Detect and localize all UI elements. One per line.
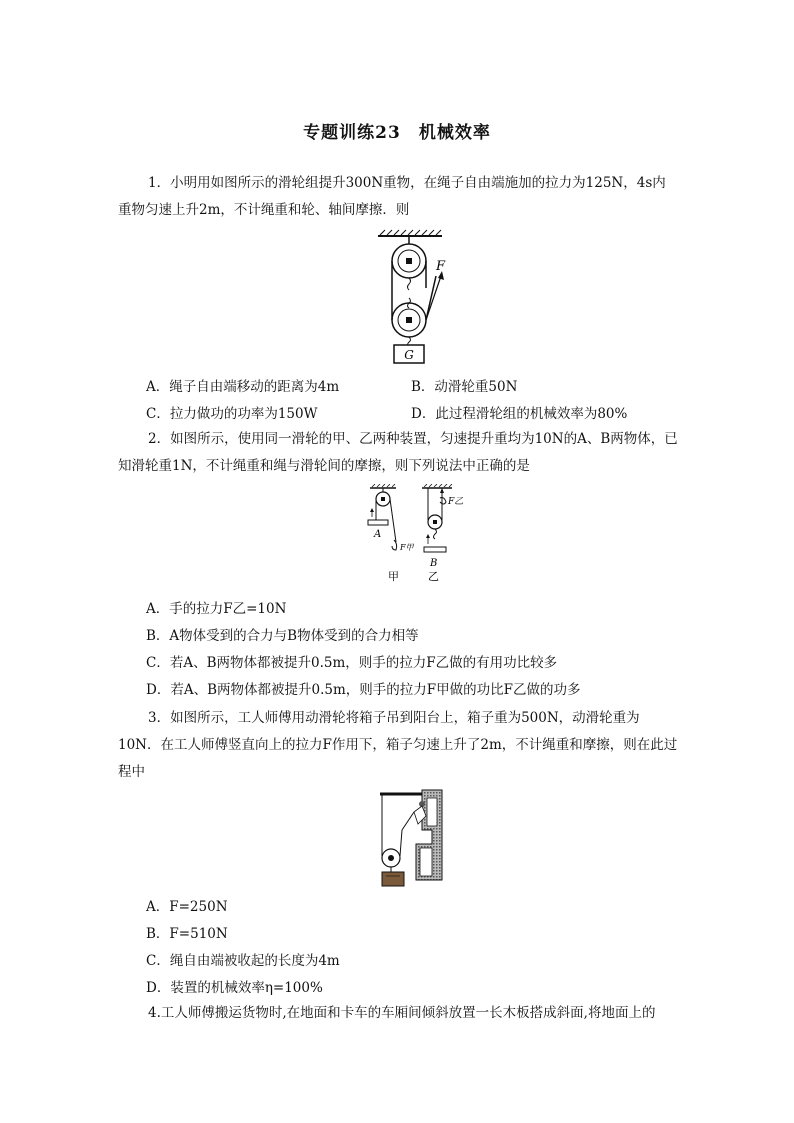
question-1-stem: 1．小明用如图所示的滑轮组提升300N重物，在绳子自由端施加的拉力为125N，4s内重物匀速上升2m，不计绳重和轮、轴间摩擦．则 [118, 175, 666, 218]
q1-option-a: A．绳子自由端移动的距离为4m [146, 379, 340, 395]
pulley-block-figure [370, 228, 460, 366]
object-label-a: A [374, 529, 382, 540]
force-label-f-jia: F甲 [400, 543, 414, 552]
weight-label-g: G [404, 348, 414, 362]
page-title: 专题训练23 机械效率 [303, 123, 491, 143]
object-label-b: B [430, 558, 438, 569]
question-2-stem: 2．如图所示，使用同一滑轮的甲、乙两种装置，匀速提升重均为10N的A、B两物体，已知滑轮重1N，不计绳重和绳与滑轮间的摩擦，则下列说法中正确的是 [118, 431, 678, 474]
setup-label-yi: 乙 [428, 570, 439, 583]
q2-option-d: D．若A、B两物体都被提升0.5m，则手的拉力F甲做的功比F乙做的功多 [146, 682, 581, 698]
force-label-f: F [436, 259, 446, 274]
q2-option-a: A．手的拉力F乙=10N [146, 601, 287, 617]
q3-option-a: A．F=250N [146, 899, 228, 915]
balcony-pulley-figure [376, 786, 446, 890]
q3-option-d: D．装置的机械效率η=100% [146, 980, 323, 996]
q2-option-b: B．A物体受到的合力与B物体受到的合力相等 [146, 628, 419, 644]
pulley-setups-figure [362, 484, 472, 586]
setup-label-jia: 甲 [388, 570, 399, 583]
q1-option-b: B．动滑轮重50N [411, 379, 518, 395]
q1-option-d: D．此过程滑轮组的机械效率为80% [411, 406, 628, 422]
q3-option-c: C．绳自由端被收起的长度为4m [146, 953, 340, 969]
q1-option-c: C．拉力做功的功率为150W [146, 406, 318, 422]
q2-option-c: C．若A、B两物体都被提升0.5m，则手的拉力F乙做的有用功比较多 [146, 655, 558, 671]
question-4-stem: 4.工人师傅搬运货物时,在地面和卡车的车厢间倾斜放置一长木板搭成斜面,将地面上的 [148, 1005, 656, 1021]
q3-option-b: B．F=510N [146, 926, 228, 942]
force-label-f-yi: F乙 [448, 497, 464, 507]
question-3-stem: 3．如图所示，工人师傅用动滑轮将箱子吊到阳台上，箱子重为500N，动滑轮重为10N．在工人师傅竖直向上的拉力F作用下，箱子匀速上升了2m，不计绳重和摩擦，则在此过程中 [118, 710, 678, 780]
